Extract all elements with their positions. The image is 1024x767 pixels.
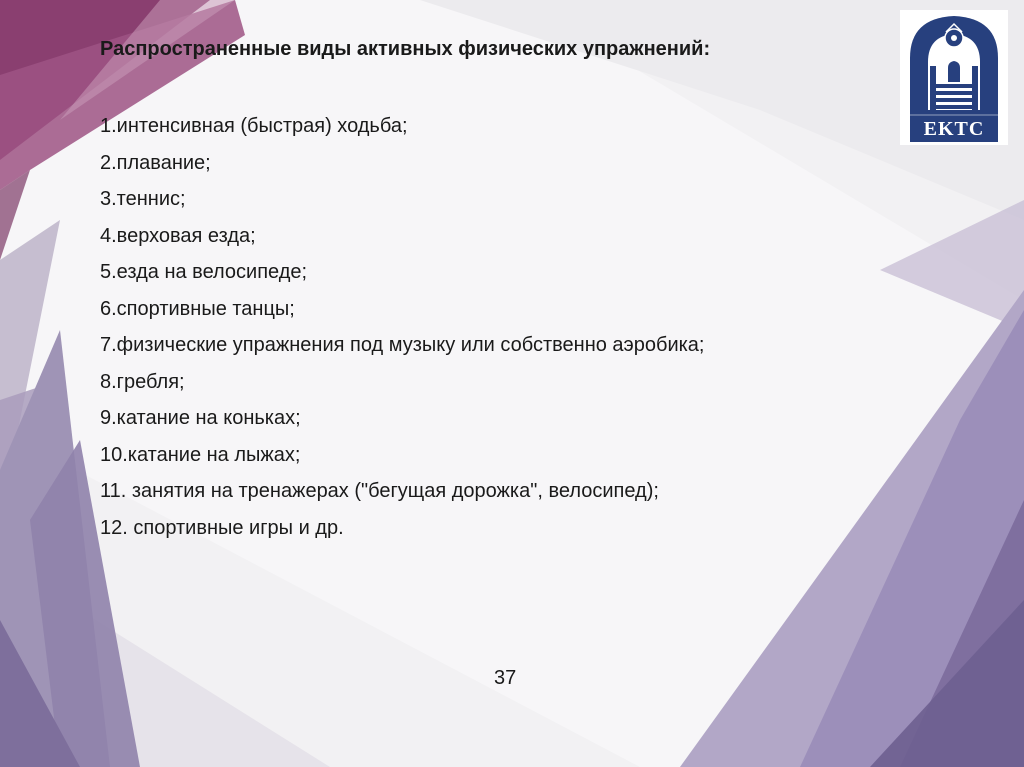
list-item: 8.гребля; bbox=[100, 370, 185, 393]
list-item: 2.плавание; bbox=[100, 151, 211, 174]
ektc-logo bbox=[900, 10, 1008, 145]
list-item: 6.спортивные танцы; bbox=[100, 297, 295, 320]
exercise-list bbox=[100, 108, 704, 546]
list-item: 12. спортивные игры и др. bbox=[100, 516, 344, 539]
list-item: 5.езда на велосипеде; bbox=[100, 261, 308, 283]
list-item: 9.катание на коньках; bbox=[100, 407, 301, 429]
slide-title: Распространенные виды активных физических упражнений: bbox=[100, 38, 711, 60]
list-item: 3.теннис; bbox=[100, 188, 186, 210]
logo-text: EKTC bbox=[923, 118, 985, 140]
list-item: 7.физические упражнения под музыку или собственно аэробика; bbox=[100, 334, 705, 356]
list-item: 4.верховая езда; bbox=[100, 224, 256, 247]
page-number: 37 bbox=[494, 667, 517, 689]
list-item: 11. занятия на тренажерах ("бегущая дорожка", велосипед); bbox=[100, 480, 659, 502]
list-item: 10.катание на лыжах; bbox=[100, 443, 301, 466]
list-item: 1.интенсивная (быстрая) ходьба; bbox=[100, 115, 408, 137]
